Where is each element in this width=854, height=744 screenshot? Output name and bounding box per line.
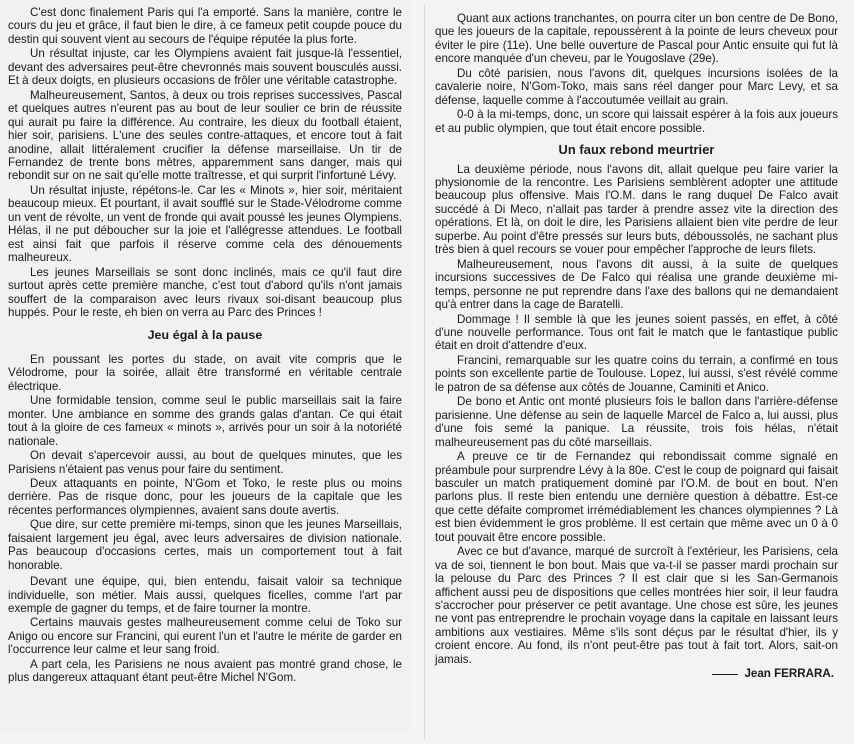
paragraph: Un résultat injuste, répétons-le. Car les « Minots », hier soir, méritaient beaucoup mieux. Et pourtant, il avait soufflé sur le Stade-Vélodrome comme un vent de révolte, un vent de fronde qui avait poussé les jeunes Olympiens. Hélas, il ne put déboucher sur la joie et l'allégresse attendues. Le football est ainsi fait que parfois il réserve comme cela des dénouements malheureux. [8, 183, 402, 265]
paragraph: Les jeunes Marseillais se sont donc inclinés, mais ce qu'il faut dire surtout après cette première manche, c'est tout d'abord qu'ils n'ont jamais souffert de la comparaison avec leurs rivaux soi-disant beaucoup plus huppés. Pour le reste, eh bien on verra au Parc des Princes ! [8, 265, 402, 319]
paragraph: La deuxième période, nous l'avons dit, allait quelque peu faire varier la physionomie de la rencontre. Les Parisiens semblèrent adopter une attitude beaucoup plus offensive. Mais l'O.M. dans le rang duquel De Falco avait succédé à Di Meco, n'allait pas tarder à prendre assez vite la direction des opérations. Et là, on doit le dire, les Parisiens allaient bien vite perdre de leur superbe. Au point d'être pressés sur leurs buts, déboussolés, ne sachant plus très bien à quel recours se vouer pour empêcher l'approche de leurs filets. [435, 162, 838, 257]
paragraph: A preuve ce tir de Fernandez qui rebondissait comme signalé en préambule pour surprendre Lévy à la 80e. C'est le coup de poignard qui faisait basculer un match pratiquement dominé par l'O.M. de bout en bout. N'en parlons plus. Il reste bien entendu une dernière question à débattre. Est-ce que cette défaite compromet irrémédiablement les chances olympiennes ? Là est bien évidemment le gros problème. Il est certain que même avec un 0 à 0 tout pouvait être encore possible. [435, 450, 838, 544]
paragraph: A part cela, les Parisiens ne nous avaient pas montré grand chose, le plus dangereux attaquant étant peut-être Michel N'Gom. [8, 657, 402, 685]
paragraph: Francini, remarquable sur les quatre coins du terrain, a confirmé en tous points son excellente partie de Toulouse. Lopez, lui aussi, s'est révélé comme le patron de sa défense aux côtés de Jouanne, Caminiti et Anico. [435, 353, 838, 394]
paragraph: Dommage ! Il semble là que les jeunes soient passés, en effet, à côté d'une nouvelle performance. Tous ont fait le match que le fantastique public était en droit d'attendre d'eux. [435, 312, 838, 353]
paragraph: Certains mauvais gestes malheureusement comme celui de Toko sur Anigo ou encore sur Francini, qui eurent l'un et l'autre le mérite de garder en l'occurrence leur calme et leur sang froid. [8, 616, 402, 657]
left-column [0, 0, 410, 734]
paragraph: Malheureusement, Santos, à deux ou trois reprises successives, Pascal et quelques autres n'eurent pas au bout de leur soulier ce brin de réussite qui aurait pu faire la différence. Au contraire, les dieux du football étaient, hier soir, parisiens. L'une des seules contre-attaques, et encore tout à fait anodine, allait littéralement crucifier la défense marseillaise. Un tir de Fernandez de trente bons mètres, apparemment sans danger, mais qui rebondit sur on ne sait qu'elle motte traîtresse, et qui surprit l'infortuné Lévy. [8, 88, 402, 183]
paragraph: Malheureusement, nous l'avons dit aussi, à la suite de quelques incursions successives de De Falco qui réalisa une grande deuxième mi-temps, personne ne put reprendre dans l'axe des ballons qui ne demandaient qu'à entrer dans la cage de Baratelli. [435, 257, 838, 312]
paragraph: Du côté parisien, nous l'avons dit, quelques incursions isolées de la cavalerie noire, N'Gom-Toko, mais sans réel danger pour Marc Levy, et sa défense, laquelle comme à l'accoutumée veillait au grain. [435, 66, 838, 107]
paragraph: C'est donc finalement Paris qui l'a emporté. Sans la manière, contre le cours du jeu et grâce, il faut bien le dire, à ce fameux petit coupde pouce du destin qui souvent vient au secours de l'équipe réputée la plus forte. [8, 6, 402, 46]
paragraph: Devant une équipe, qui, bien entendu, faisait valoir sa technique individuelle, son métier. Mais aussi, quelques ficelles, comme l'art par exemple de gagner du temps, et de faire tourner la montre. [8, 575, 402, 616]
section-heading: Un faux rebond meurtrier [558, 142, 715, 158]
paragraph: Un résultat injuste, car les Olympiens avaient fait jusque-là l'essentiel, devant des adversaires peut-être chevronnés mais souvent bousculés aussi. Et à deux doigts, en plusieurs occasions de frôler une véritable catastrophe. [8, 47, 402, 88]
paragraph: Une formidable tension, comme seul le public marseillais sait la faire monter. Une ambiance en somme des grands galas d'antan. Ce qui était tout à la gloire de ces fameux « minots », arrivés pour un soir à la notoriété nationale. [8, 394, 402, 448]
section-heading: Jeu égal à la pause [147, 328, 263, 343]
paragraph: En poussant les portes du stade, on avait vite compris que le Vélodrome, pour la soirée, allait être transformé en véritable centrale électrique. [8, 352, 402, 393]
author-signature: Jean FERRARA. [435, 667, 838, 680]
paragraph: De bono et Antic ont monté plusieurs fois le ballon dans l'arrière-défense parisienne. Une défense au sein de laquelle Marcel de Falco a, lui aussi, plus d'une fois semé la panique. La réussite, trois fois hélas, n'était malheureusement pas du côté marseillais. [435, 395, 838, 449]
right-column [424, 4, 850, 740]
paragraph: On devait s'apercevoir aussi, au bout de quelques minutes, que les Parisiens n'étaient pas venus pour faire du sentiment. [8, 449, 402, 476]
paragraph: Que dire, sur cette première mi-temps, sinon que les jeunes Marseillais, faisaient largement jeu égal, avec leurs adversaires de division nationale. Pas beaucoup d'occasions certes, mais un comportement tout à fait honorable. [8, 518, 402, 572]
paragraph: Quant aux actions tranchantes, on pourra citer un bon centre de De Bono, que les joueurs de la capitale, repoussèrent à la pointe de leurs cheveux pour éviter le pire (11e). Une belle ouverture de Pascal pour Antic ensuite qui fut là encore manquée d'un cheveu, par le Yougoslave (29e). [435, 12, 838, 66]
paragraph: Deux attaquants en pointe, N'Gom et Toko, le reste plus ou moins derrière. Pas de risque donc, pour les joueurs de la capitale que les récentes performances olympiennes, avaient sans doute avertis. [8, 476, 402, 517]
paragraph: Avec ce but d'avance, marqué de surcroît à l'extérieur, les Parisiens, cela va de soi, tiennent le bon bout. Mais que va-t-il se passer mardi prochain sur la pelouse du Parc des Princes ? Il est clair que si les San-Germanois affichent aussi peu de dispositions que celles montrées hier soir, il leur faudra s'accrocher pour préserver ce petit avantage. Une chose est sûre, les jeunes ne vont pas entreprendre le prochain voyage dans la capitale en laissant leurs ambitions aux vestiaires. Même s'ils sont déçus par le résultat d'hier, ils y croient encore. Au fond, ils n'ont peut-être pas tout à fait tort. Alors, sait-on jamais. [435, 545, 838, 666]
paragraph: 0-0 à la mi-temps, donc, un score qui laissait espérer à la fois aux joueurs et au public olympien, que tout était encore possible. [435, 108, 838, 135]
